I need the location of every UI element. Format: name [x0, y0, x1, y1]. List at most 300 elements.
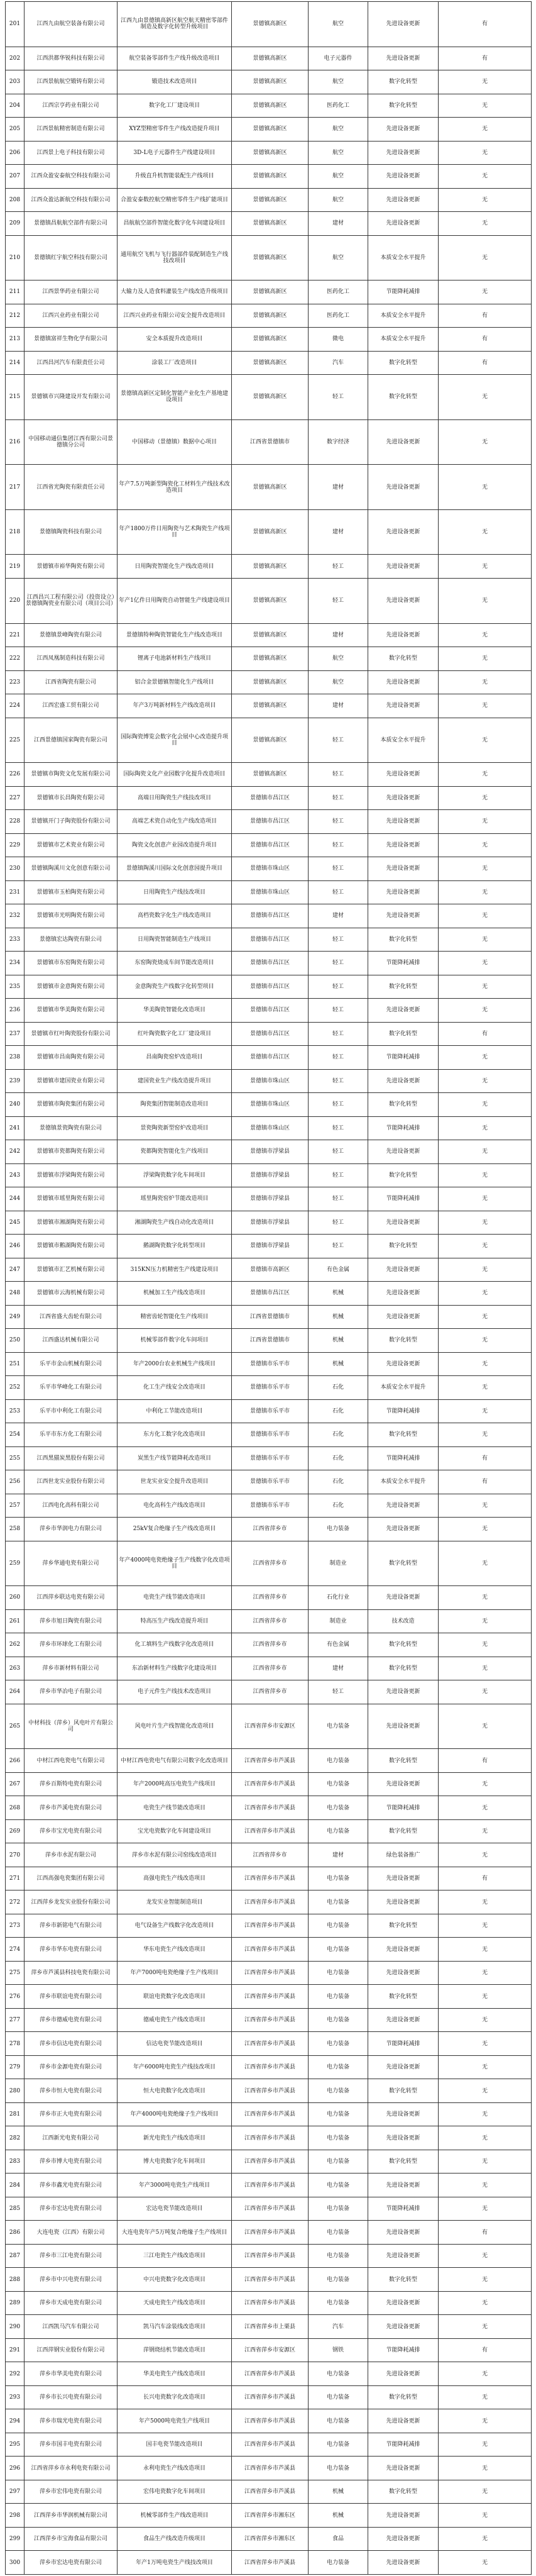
- flag: 无: [439, 2504, 532, 2528]
- company-name: 景德镇市陶瓷文化发展有限公司: [25, 763, 118, 787]
- location: 江西省萍乡市芦溪县: [232, 2126, 309, 2150]
- location: 江西省萍乡市安源区: [232, 1704, 309, 1749]
- flag: 无: [439, 1518, 532, 1541]
- location: 江西省萍乡市芦溪县: [232, 2268, 309, 2292]
- location: 江西省萍乡市: [232, 1657, 309, 1680]
- table-row: [6, 70, 532, 94]
- location: 景德镇高新区: [232, 94, 309, 118]
- flag: 无: [439, 2480, 532, 2504]
- industry: 电力装备: [309, 2551, 368, 2575]
- industry: 轻工: [309, 1116, 368, 1140]
- row-number: 293: [6, 2385, 25, 2409]
- industry: 电力装备: [309, 2008, 368, 2032]
- row-number: 261: [6, 1609, 25, 1633]
- project-name: 电气设备生产线数字化改造项目: [118, 1914, 232, 1938]
- location: 江西省景德镇市: [232, 419, 309, 465]
- row-number: 220: [6, 578, 25, 623]
- project-name: 长兴电瓷数字化改造项目: [118, 2385, 232, 2409]
- category: 先进设备更新: [368, 2008, 439, 2032]
- company-name: 乐平市中利化工有限公司: [25, 1399, 118, 1423]
- row-number: 252: [6, 1376, 25, 1400]
- project-name: 中利化工节能改造项目: [118, 1399, 232, 1423]
- location: 江西省萍乡市芦溪县: [232, 2008, 309, 2032]
- flag: 无: [439, 1609, 532, 1633]
- company-name: 景德镇宏达陶瓷有限公司: [25, 928, 118, 952]
- row-number: 285: [6, 2197, 25, 2221]
- project-name: 锂离子电池新材料生产线项目: [118, 647, 232, 671]
- project-name: 航空装备零部件生产线升级改造项目: [118, 47, 232, 70]
- industry: 建材: [309, 904, 368, 928]
- industry: 电力装备: [309, 2268, 368, 2292]
- location: 景德镇市昌江区: [232, 786, 309, 810]
- category: 本质安全水平提升: [368, 304, 439, 328]
- industry: 机械: [309, 1305, 368, 1329]
- flag: 无: [439, 2126, 532, 2150]
- project-name: 宏伟电瓷数字化车间项目: [118, 2480, 232, 2504]
- location: 景德镇市浮梁县: [232, 1187, 309, 1211]
- category: 数字化转型: [368, 375, 439, 420]
- row-number: 224: [6, 694, 25, 718]
- location: 景德镇市乐平市: [232, 1470, 309, 1494]
- flag: 无: [439, 578, 532, 623]
- company-name: 江西电化高科有限公司: [25, 1494, 118, 1518]
- flag: 无: [439, 1093, 532, 1117]
- category: 数字化转型: [368, 975, 439, 999]
- table-row: [6, 2032, 532, 2056]
- location: 景德镇市珠山区: [232, 1093, 309, 1117]
- industry: 电力装备: [309, 2102, 368, 2126]
- category: 本质安全水平提升: [368, 718, 439, 763]
- row-number: 282: [6, 2126, 25, 2150]
- company-name: 萍乡市国丰电瓷有限公司: [25, 2433, 118, 2457]
- industry: 食品: [309, 2527, 368, 2551]
- project-name: XYZ型精密零件生产线改造提升项目: [118, 118, 232, 142]
- project-name: 高档瓷数字化生产线改造项目: [118, 904, 232, 928]
- category: 先进设备更新: [368, 1069, 439, 1093]
- category: 节能降耗减排: [368, 280, 439, 304]
- location: 江西省萍乡市: [232, 1633, 309, 1657]
- category: 数字化转型: [368, 2079, 439, 2103]
- category: 先进设备更新: [368, 2244, 439, 2268]
- project-name: 年产3000吨电瓷生产线项目: [118, 2174, 232, 2197]
- project-name: 机械零部件数字化车间项目: [118, 1329, 232, 1353]
- location: 江西省萍乡市: [232, 1609, 309, 1633]
- category: 数字化转型: [368, 94, 439, 118]
- industry: 电力装备: [309, 2079, 368, 2103]
- industry: 机械: [309, 2480, 368, 2504]
- company-name: 萍乡市正大电瓷有限公司: [25, 2102, 118, 2126]
- project-name: 安全本质提升改造项目: [118, 328, 232, 352]
- row-number: 228: [6, 810, 25, 834]
- category: 先进设备更新: [368, 1772, 439, 1796]
- project-name: 3D-L电子元器件生产线建设项目: [118, 141, 232, 165]
- location: 江西省萍乡市湘东区: [232, 2504, 309, 2528]
- location: 江西省萍乡市芦溪县: [232, 2291, 309, 2315]
- table-row: [6, 328, 532, 352]
- industry: 轻工: [309, 1022, 368, 1046]
- location: 景德镇高新区: [232, 212, 309, 236]
- row-number: 298: [6, 2504, 25, 2528]
- table-row: [6, 1140, 532, 1164]
- table-row: [6, 1399, 532, 1423]
- industry: 医药化工: [309, 304, 368, 328]
- company-name: 江西省萍乡市永利电瓷有限公司: [25, 2457, 118, 2480]
- industry: 轻工: [309, 1211, 368, 1235]
- table-row: [6, 1093, 532, 1117]
- company-name: 萍乡市德威电瓷有限公司: [25, 2008, 118, 2032]
- flag: 无: [439, 2362, 532, 2386]
- location: 景德镇高新区: [232, 718, 309, 763]
- project-name: 世龙实业安全提升改造项目: [118, 1470, 232, 1494]
- row-number: 240: [6, 1093, 25, 1117]
- table-row: [6, 857, 532, 881]
- table-row: [6, 1163, 532, 1187]
- location: 景德镇高新区: [232, 509, 309, 555]
- industry: 建材: [309, 509, 368, 555]
- industry: 电力装备: [309, 2126, 368, 2150]
- flag: 无: [439, 1116, 532, 1140]
- table-row: [6, 2150, 532, 2174]
- company-name: 萍乡市天成电瓷有限公司: [25, 2291, 118, 2315]
- location: 江西省萍乡市芦溪县: [232, 2362, 309, 2386]
- category: 先进设备更新: [368, 1704, 439, 1749]
- category: 先进设备更新: [368, 694, 439, 718]
- row-number: 271: [6, 1867, 25, 1890]
- row-number: 277: [6, 2008, 25, 2032]
- row-number: 242: [6, 1140, 25, 1164]
- industry: 石化: [309, 1446, 368, 1470]
- row-number: 272: [6, 1890, 25, 1914]
- project-name: 宝光电瓷数字化车间建设项目: [118, 1819, 232, 1843]
- project-name: 中兴电瓷数字化改造项目: [118, 2268, 232, 2292]
- flag: 无: [439, 928, 532, 952]
- company-name: 江西景航精密制造有限公司: [25, 118, 118, 142]
- category: 先进设备更新: [368, 1938, 439, 1962]
- location: 江西省萍乡市: [232, 1518, 309, 1541]
- flag: 无: [439, 509, 532, 555]
- table-row: [6, 2362, 532, 2386]
- row-number: 206: [6, 141, 25, 165]
- industry: 电力装备: [309, 2221, 368, 2245]
- project-name: 昌航航空部件智能化数字化车间建设项目: [118, 212, 232, 236]
- row-number: 214: [6, 351, 25, 375]
- category: 数字化转型: [368, 1541, 439, 1586]
- category: 数字化转型: [368, 1633, 439, 1657]
- company-name: 江西高强电瓷集团有限公司: [25, 1867, 118, 1890]
- row-number: 219: [6, 555, 25, 579]
- industry: 轻工: [309, 1163, 368, 1187]
- category: 节能降耗减排: [368, 2032, 439, 2056]
- location: 景德镇市昌江区: [232, 975, 309, 999]
- industry: 轻工: [309, 1140, 368, 1164]
- industry: 轻工: [309, 786, 368, 810]
- industry: 石化行业: [309, 1586, 368, 1610]
- row-number: 241: [6, 1116, 25, 1140]
- project-name: 景德镇陶溪川国际文化创意园提升项目: [118, 857, 232, 881]
- location: 景德镇高新区: [232, 465, 309, 510]
- company-name: 江西世龙实业股份有限公司: [25, 1470, 118, 1494]
- location: 江西省萍乡市芦溪县: [232, 2055, 309, 2079]
- project-name: 电瓷生产线节能改造项目: [118, 1586, 232, 1610]
- flag: 无: [439, 2055, 532, 2079]
- row-number: 229: [6, 833, 25, 857]
- company-name: 江西景德镇国家陶瓷有限公司: [25, 718, 118, 763]
- project-name: 日用陶瓷智能制造生产线项目: [118, 928, 232, 952]
- company-name: 萍乡市水泥有限公司: [25, 1843, 118, 1867]
- flag: 无: [439, 1069, 532, 1093]
- table-row: [6, 165, 532, 189]
- project-name: 高端艺术瓷自动化生产线改造项目: [118, 810, 232, 834]
- company-name: 景德镇景峰陶瓷有限公司: [25, 623, 118, 647]
- company-name: 江西省盛大齿轮有限公司: [25, 1305, 118, 1329]
- category: 先进设备更新: [368, 555, 439, 579]
- company-name: 景德镇富祥生物化学有限公司: [25, 328, 118, 352]
- industry: 石化: [309, 1494, 368, 1518]
- location: 景德镇市昌江区: [232, 1046, 309, 1070]
- flag: 有: [439, 351, 532, 375]
- category: 先进设备更新: [368, 763, 439, 787]
- flag: 无: [439, 1985, 532, 2009]
- category: 先进设备更新: [368, 2, 439, 47]
- table-row: [6, 2221, 532, 2245]
- category: 先进设备更新: [368, 465, 439, 510]
- category: 先进设备更新: [368, 999, 439, 1023]
- category: 先进设备更新: [368, 2315, 439, 2339]
- flag: 无: [439, 1305, 532, 1329]
- flag: 无: [439, 1819, 532, 1843]
- category: 数字化转型: [368, 928, 439, 952]
- row-number: 297: [6, 2480, 25, 2504]
- company-name: 江西萍乡市华润机械有限公司: [25, 2504, 118, 2528]
- row-number: 265: [6, 1704, 25, 1749]
- project-table: [5, 1, 532, 2575]
- company-name: 景德镇市建国瓷业有限公司: [25, 1069, 118, 1093]
- industry: 电力装备: [309, 1518, 368, 1541]
- location: 景德镇市昌江区: [232, 1282, 309, 1306]
- location: 景德镇市高新区: [232, 1258, 309, 1282]
- category: 数字化转型: [368, 2150, 439, 2174]
- table-row: [6, 1518, 532, 1541]
- location: 江西省萍乡市芦溪县: [232, 1914, 309, 1938]
- table-row: [6, 694, 532, 718]
- category: 先进设备更新: [368, 1961, 439, 1985]
- industry: 航空: [309, 2, 368, 47]
- company-name: 萍乡市华润电力有限公司: [25, 1518, 118, 1541]
- category: 节能降耗减排: [368, 2197, 439, 2221]
- flag: 无: [439, 718, 532, 763]
- location: 江西省萍乡市芦溪县: [232, 1961, 309, 1985]
- table-row: [6, 1819, 532, 1843]
- table-row: [6, 1680, 532, 1704]
- industry: 轻工: [309, 928, 368, 952]
- industry: 建材: [309, 623, 368, 647]
- table-row: [6, 786, 532, 810]
- industry: 航空: [309, 141, 368, 165]
- category: 先进设备更新: [368, 833, 439, 857]
- category: 数字化转型: [368, 1657, 439, 1680]
- location: 景德镇高新区: [232, 578, 309, 623]
- table-row: [6, 1843, 532, 1867]
- project-name: 机械零部件生产线改造项目: [118, 2504, 232, 2528]
- industry: 建材: [309, 694, 368, 718]
- industry: 电力装备: [309, 2457, 368, 2480]
- category: 先进设备更新: [368, 509, 439, 555]
- industry: 建材: [309, 465, 368, 510]
- location: 江西省萍乡市芦溪县: [232, 2079, 309, 2103]
- row-number: 251: [6, 1352, 25, 1376]
- row-number: 273: [6, 1914, 25, 1938]
- industry: 电力装备: [309, 2244, 368, 2268]
- table-row: [6, 1657, 532, 1680]
- category: 节能降耗减排: [368, 1796, 439, 1820]
- row-number: 278: [6, 2032, 25, 2056]
- flag: 无: [439, 2244, 532, 2268]
- category: 数字化转型: [368, 1163, 439, 1187]
- industry: 电力装备: [309, 2150, 368, 2174]
- category: 先进设备更新: [368, 810, 439, 834]
- row-number: 233: [6, 928, 25, 952]
- table-row: [6, 419, 532, 465]
- location: 景德镇市浮梁县: [232, 1140, 309, 1164]
- row-number: 230: [6, 857, 25, 881]
- location: 景德镇高新区: [232, 188, 309, 212]
- category: 先进设备更新: [368, 2527, 439, 2551]
- row-number: 205: [6, 118, 25, 142]
- table-row: [6, 833, 532, 857]
- row-number: 249: [6, 1305, 25, 1329]
- table-row: [6, 2551, 532, 2575]
- company-name: 江西新光电瓷有限公司: [25, 2126, 118, 2150]
- project-name: 陶瓷集团智能制造改造项目: [118, 1093, 232, 1117]
- flag: 无: [439, 1376, 532, 1400]
- industry: 航空: [309, 235, 368, 280]
- row-number: 223: [6, 670, 25, 694]
- project-name: 宏达电瓷节能改造项目: [118, 2197, 232, 2221]
- table-row: [6, 2385, 532, 2409]
- row-number: 266: [6, 1749, 25, 1773]
- company-name: 景德镇市兴隆建设开发有限公司: [25, 375, 118, 420]
- flag: 无: [439, 375, 532, 420]
- table-row: [6, 1914, 532, 1938]
- row-number: 211: [6, 280, 25, 304]
- table-row: [6, 212, 532, 236]
- company-name: 景德镇市浮梁陶瓷有限公司: [25, 1163, 118, 1187]
- table-row: [6, 94, 532, 118]
- location: 景德镇高新区: [232, 670, 309, 694]
- industry: 机械: [309, 1282, 368, 1306]
- location: 江西省萍乡市芦溪县: [232, 1772, 309, 1796]
- location: 江西省萍乡市芦溪县: [232, 1890, 309, 1914]
- table-row: [6, 1305, 532, 1329]
- project-name: 年产3万吨新材料生产线改造项目: [118, 694, 232, 718]
- industry: 电力装备: [309, 1914, 368, 1938]
- table-row: [6, 1772, 532, 1796]
- flag: 有: [439, 2221, 532, 2245]
- row-number: 216: [6, 419, 25, 465]
- company-name: 萍乡市博大电瓷有限公司: [25, 2150, 118, 2174]
- industry: 航空: [309, 188, 368, 212]
- table-row: [6, 904, 532, 928]
- flag: 无: [439, 999, 532, 1023]
- flag: 无: [439, 141, 532, 165]
- location: 江西省萍乡市芦溪县: [232, 1749, 309, 1773]
- company-name: 萍乡市宏伟电瓷有限公司: [25, 2480, 118, 2504]
- table-row: [6, 1890, 532, 1914]
- company-name: 中材科技（萍乡）风电叶片有限公司: [25, 1704, 118, 1749]
- flag: 无: [439, 647, 532, 671]
- category: 数字化转型: [368, 1329, 439, 1353]
- industry: 电力装备: [309, 1961, 368, 1985]
- table-row: [6, 578, 532, 623]
- industry: 轻工: [309, 1187, 368, 1211]
- flag: 无: [439, 1258, 532, 1282]
- row-number: 221: [6, 623, 25, 647]
- flag: 无: [439, 280, 532, 304]
- table-row: [6, 375, 532, 420]
- company-name: 景德镇陶瓷科技有限公司: [25, 509, 118, 555]
- table-row: [6, 47, 532, 70]
- company-name: 景德镇市红叶陶瓷股份有限公司: [25, 1022, 118, 1046]
- industry: 电力装备: [309, 1796, 368, 1820]
- category: 技术改造: [368, 1609, 439, 1633]
- company-name: 江西景华药业有限公司: [25, 280, 118, 304]
- company-name: 中材江西电瓷电气有限公司: [25, 1749, 118, 1773]
- category: 节能降耗减排: [368, 1116, 439, 1140]
- project-name: 江西兴业药业有限公司安全提升改造项目: [118, 304, 232, 328]
- project-name: 景德镇特种陶瓷智能化生产线改造项目: [118, 623, 232, 647]
- location: 景德镇高新区: [232, 763, 309, 787]
- flag: 无: [439, 1352, 532, 1376]
- category: 节能降耗减排: [368, 1446, 439, 1470]
- category: 数字化转型: [368, 647, 439, 671]
- company-name: 景德镇市裕华陶瓷有限公司: [25, 555, 118, 579]
- project-name: 年产5000吨电瓷生产线项目: [118, 2409, 232, 2433]
- company-name: 江西昌兴工程有限公司（投资设立）景德镇陶瓷业有限公司（项目公司）: [25, 578, 118, 623]
- table-row: [6, 2291, 532, 2315]
- row-number: 201: [6, 2, 25, 47]
- industry: 轻工: [309, 975, 368, 999]
- flag: 无: [439, 694, 532, 718]
- company-name: 中国移动通信集团江西有限公司景德镇分公司: [25, 419, 118, 465]
- flag: 无: [439, 1680, 532, 1704]
- flag: 无: [439, 2150, 532, 2174]
- flag: 有: [439, 1022, 532, 1046]
- location: 景德镇高新区: [232, 623, 309, 647]
- table-row: [6, 118, 532, 142]
- table-row: [6, 1609, 532, 1633]
- flag: 无: [439, 810, 532, 834]
- company-name: 江西众盈达新航空科技有限公司: [25, 188, 118, 212]
- table-row: [6, 1376, 532, 1400]
- row-number: 290: [6, 2315, 25, 2339]
- row-number: 246: [6, 1235, 25, 1258]
- category: 绿色装备推广: [368, 1843, 439, 1867]
- row-number: 248: [6, 1282, 25, 1306]
- location: 景德镇市乐平市: [232, 1494, 309, 1518]
- project-name: 华美电瓷生产线改造项目: [118, 2362, 232, 2386]
- flag: 无: [439, 763, 532, 787]
- category: 先进设备更新: [368, 1211, 439, 1235]
- location: 景德镇市昌江区: [232, 833, 309, 857]
- category: 节能降耗减排: [368, 952, 439, 975]
- company-name: 江西众盈安泰航空科技有限公司: [25, 165, 118, 189]
- category: 先进设备更新: [368, 1494, 439, 1518]
- category: 先进设备更新: [368, 2504, 439, 2528]
- location: 景德镇高新区: [232, 235, 309, 280]
- location: 江西省景德镇市: [232, 1305, 309, 1329]
- location: 江西省萍乡市: [232, 1843, 309, 1867]
- category: 先进设备更新: [368, 1586, 439, 1610]
